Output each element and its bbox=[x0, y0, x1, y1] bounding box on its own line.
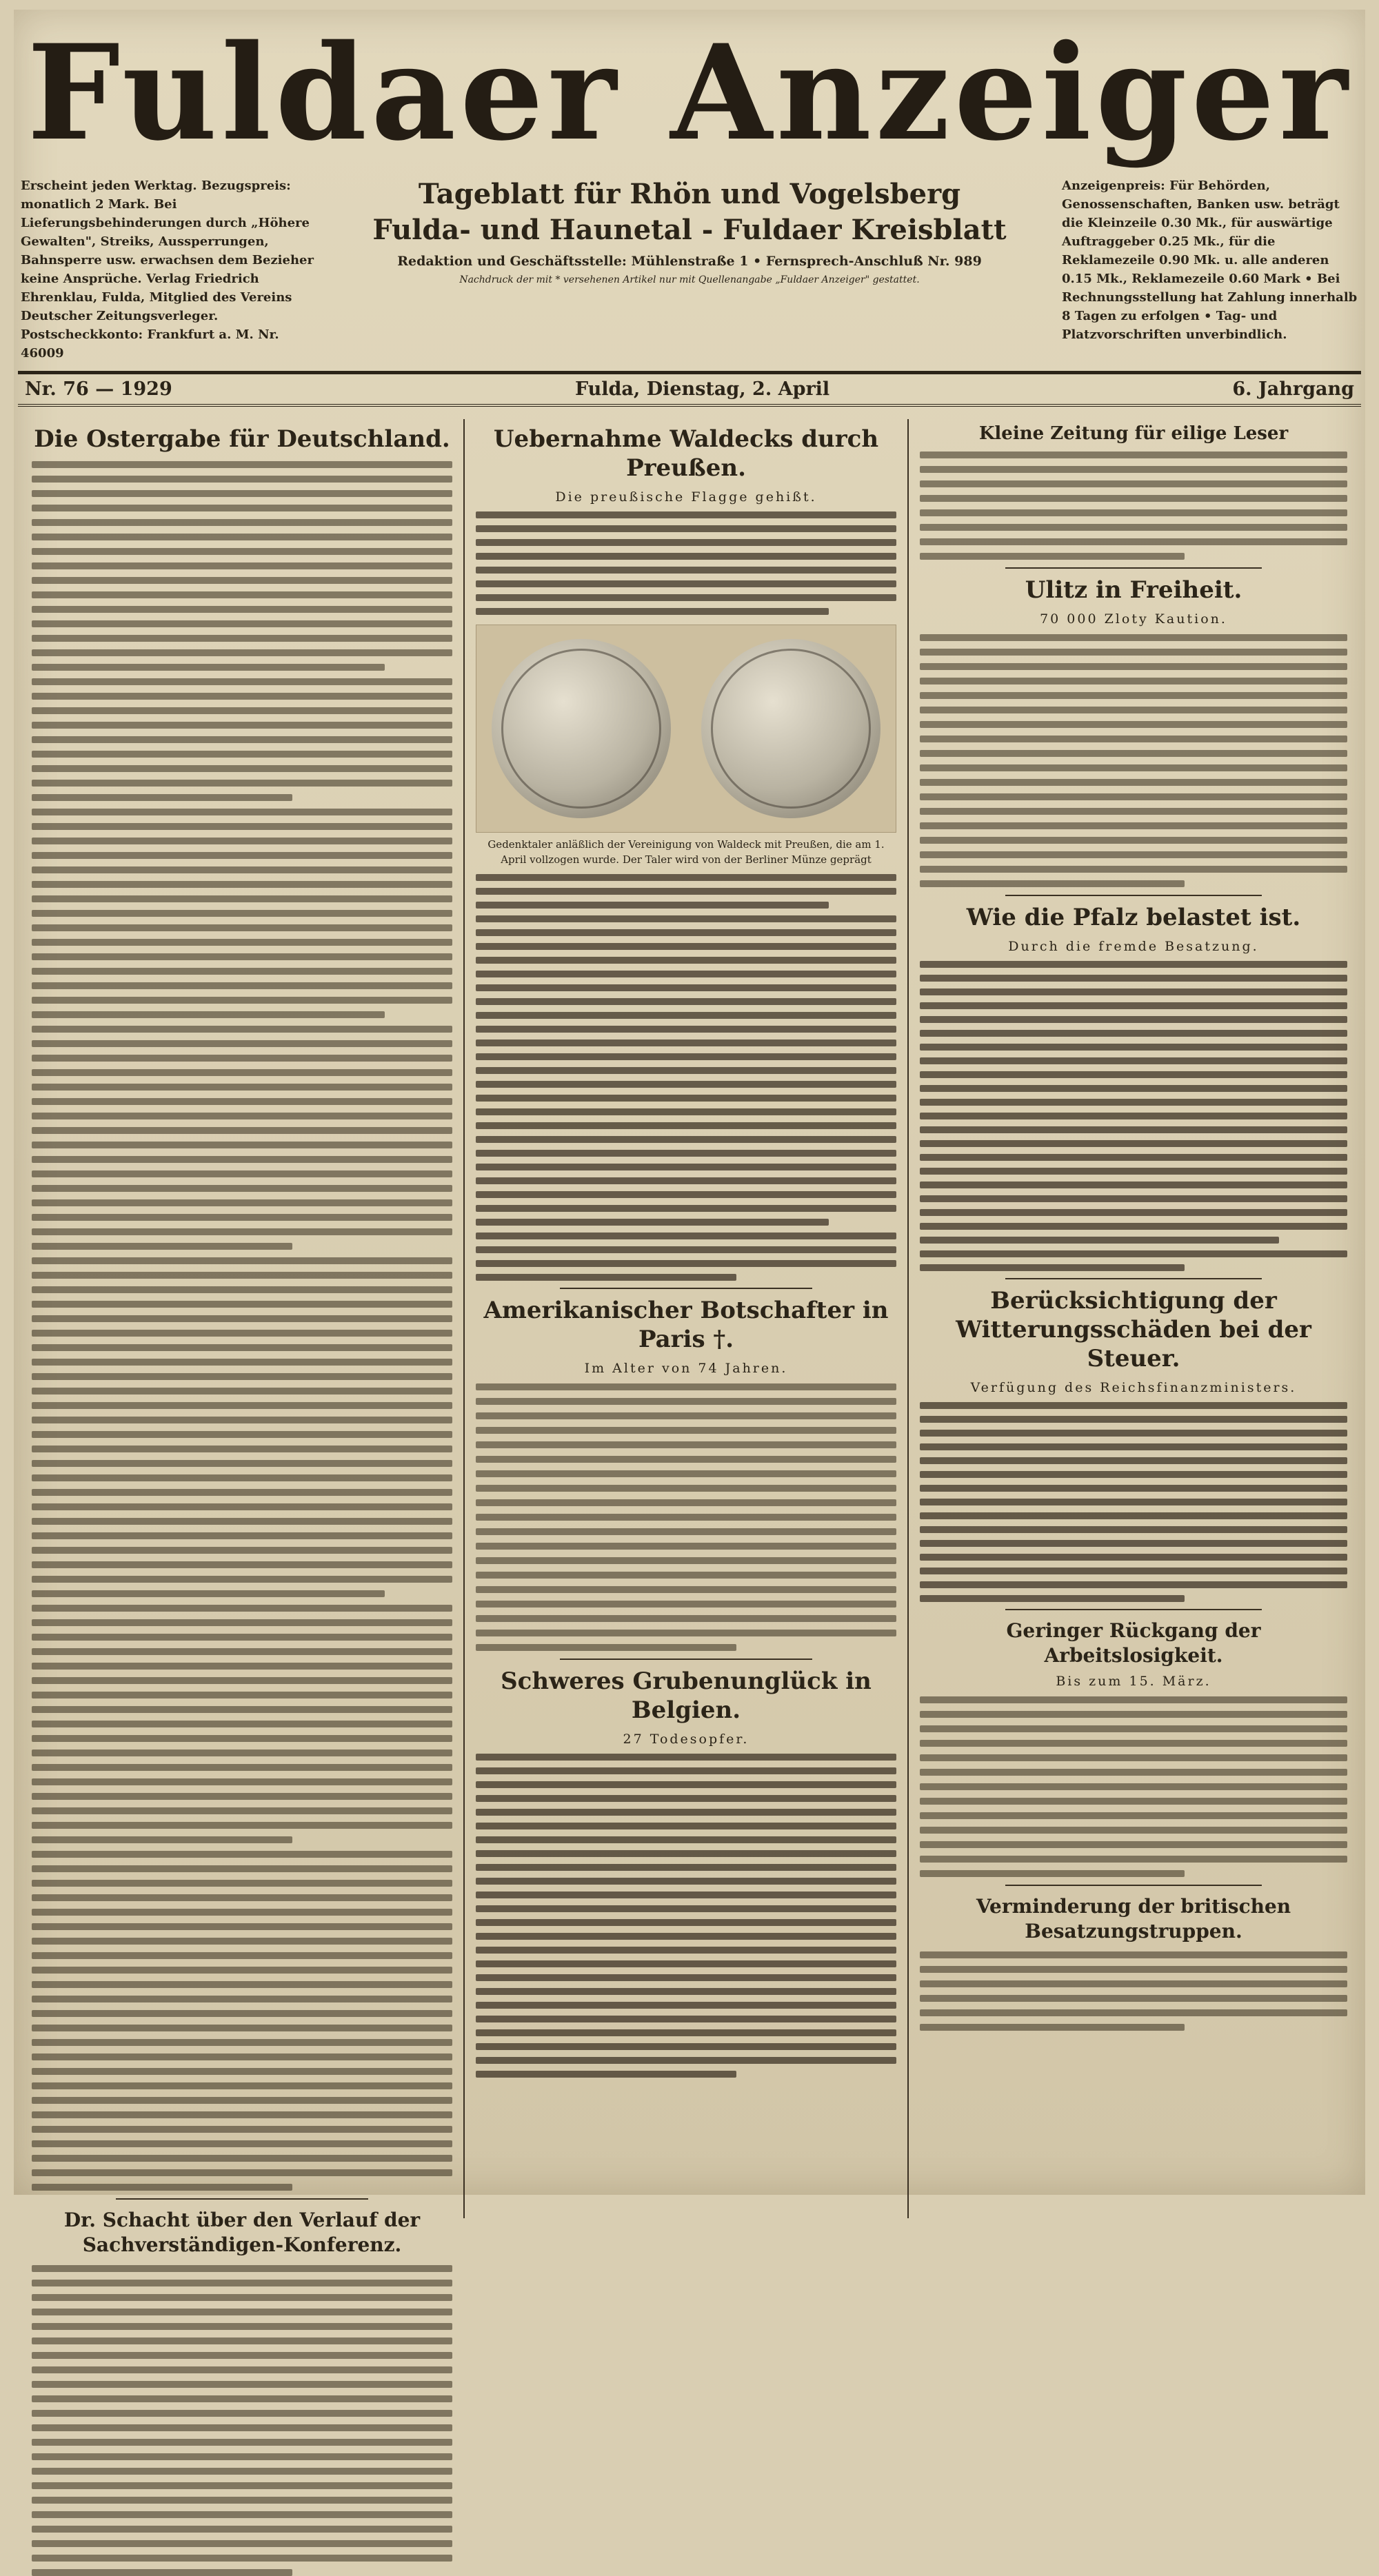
advert-price-note: Anzeigenpreis: Für Behörden, Genossenschaften, Banken usw. beträgt die Kleinzeile 0.30 Mk., für auswärtige Auftraggeber 0.25 Mk., für die Reklamezeile 0.90 Mk. u. alle anderen 0.15 Mk., Reklamezeile 0.60 Mark • Bei Rechnungsstellung hat Zahlung innerhalb 8 Tagen zu erfolgen • Tag- und Platzvorschriften unverbindlich. bbox=[1062, 179, 1358, 342]
article-body-waldeck bbox=[476, 874, 896, 1281]
masthead-title: Fuldaer Anzeiger bbox=[27, 16, 1352, 170]
article-body-arbeitslosigkeit bbox=[920, 1696, 1347, 1877]
headline-botschafter: Amerikanischer Botschafter in Paris †. bbox=[483, 1297, 889, 1353]
subheadline-alter: Im Alter von 74 Jahren. bbox=[584, 1361, 788, 1376]
headline-ostergabe: Die Ostergabe für Deutschland. bbox=[34, 425, 450, 453]
subheadline-reichsfinanzminister: Verfügung des Reichsfinanzministers. bbox=[970, 1380, 1297, 1395]
headline-pfalz: Wie die Pfalz belastet ist. bbox=[966, 904, 1301, 931]
divider bbox=[560, 1288, 812, 1289]
divider bbox=[1005, 1609, 1262, 1610]
short-news-title: Kleine Zeitung für eilige Leser bbox=[978, 423, 1289, 444]
article-body-grubenunglueck bbox=[476, 1754, 896, 2078]
article-body-ostergabe bbox=[32, 461, 452, 2191]
subheadline-kaution: 70 000 Zloty Kaution. bbox=[1040, 611, 1227, 627]
divider bbox=[1005, 895, 1262, 896]
subtitle-line-2: Fulda- und Haunetal - Fuldaer Kreisblatt bbox=[372, 214, 1007, 246]
subheadline-maerz: Bis zum 15. März. bbox=[1056, 1674, 1211, 1689]
coin-obverse-image bbox=[492, 639, 671, 818]
coin-photo bbox=[476, 625, 896, 833]
headline-witterungsschaeden: Berücksichtigung der Witterungsschäden bei der Steuer. bbox=[956, 1287, 1311, 1372]
subheadline-todesopfer: 27 Todesopfer. bbox=[623, 1732, 749, 1747]
headline-grubenunglueck: Schweres Grubenunglück in Belgien. bbox=[501, 1667, 872, 1724]
reprint-note: Nachdruck der mit * versehenen Artikel nur mit Quellenangabe „Fuldaer Anzeiger" gestattet. bbox=[459, 274, 920, 285]
divider bbox=[1005, 567, 1262, 569]
headline-waldeck: Uebernahme Waldecks durch Preußen. bbox=[493, 425, 879, 482]
subhead-center bbox=[317, 176, 1062, 288]
short-news-body bbox=[920, 452, 1347, 560]
subtitle-line-1: Tageblatt für Rhön und Vogelsberg bbox=[418, 178, 961, 210]
subscription-note: Erscheint jeden Werktag. Bezugspreis: monatlich 2 Mark. Bei Lieferungsbehinderungen durch „Höhere Gewalten", Streiks, Aussperrungen, Bahnsperre usw. erwachsen dem Bezieher keine Ansprüche. Verlag Friedrich Ehrenklau, Fulda, Mitglied des Vereins Deutscher Zeitungsverleger. Postscheckkonto: Frankfurt a. M. Nr. 46009 bbox=[21, 179, 314, 361]
subheadline-besatzung: Durch die fremde Besatzung. bbox=[1008, 939, 1259, 954]
place-date: Fulda, Dienstag, 2. April bbox=[574, 378, 830, 400]
article-body-ulitz bbox=[920, 634, 1347, 887]
article-body-witterungsschaeden bbox=[920, 1402, 1347, 1602]
divider bbox=[1005, 1278, 1262, 1279]
coin-reverse-image bbox=[701, 639, 880, 818]
address-line: Redaktion und Geschäftsstelle: Mühlenstraße 1 • Fernsprech-Anschluß Nr. 989 bbox=[397, 254, 982, 269]
article-columns bbox=[14, 407, 1365, 2256]
headline-arbeitslosigkeit: Geringer Rückgang der Arbeitslosigkeit. bbox=[1006, 1619, 1261, 1667]
article-body-schacht bbox=[32, 2265, 452, 2576]
coin-caption: Gedenktaler anläßlich der Vereinigung von Waldeck mit Preußen, die am 1. April vollzogen wurde. Der Taler wird von der Berliner Münze geprägt bbox=[487, 838, 885, 866]
article-body-botschafter bbox=[476, 1383, 896, 1651]
subhead bbox=[14, 176, 1365, 363]
article-body-waldeck-lead bbox=[476, 511, 896, 615]
subheadline-flagge: Die preußische Flagge gehißt. bbox=[555, 489, 817, 505]
newspaper-page bbox=[14, 10, 1365, 2256]
column-2 bbox=[465, 419, 909, 2218]
headline-besatzungstruppen: Verminderung der britischen Besatzungstruppen. bbox=[976, 1895, 1291, 1943]
dateline bbox=[18, 371, 1361, 407]
volume-year: 6. Jahrgang bbox=[1232, 378, 1354, 400]
column-3 bbox=[909, 419, 1358, 2218]
divider bbox=[1005, 1885, 1262, 1886]
column-1 bbox=[21, 419, 465, 2256]
issue-number: Nr. 76 — 1929 bbox=[25, 378, 172, 400]
headline-ulitz: Ulitz in Freiheit. bbox=[1025, 576, 1242, 604]
article-body-pfalz bbox=[920, 961, 1347, 1271]
divider bbox=[560, 1659, 812, 1660]
headline-schacht: Dr. Schacht über den Verlauf der Sachverständigen-Konferenz. bbox=[63, 2209, 421, 2256]
divider bbox=[116, 2198, 368, 2200]
article-body-besatzungstruppen bbox=[920, 1951, 1347, 2031]
